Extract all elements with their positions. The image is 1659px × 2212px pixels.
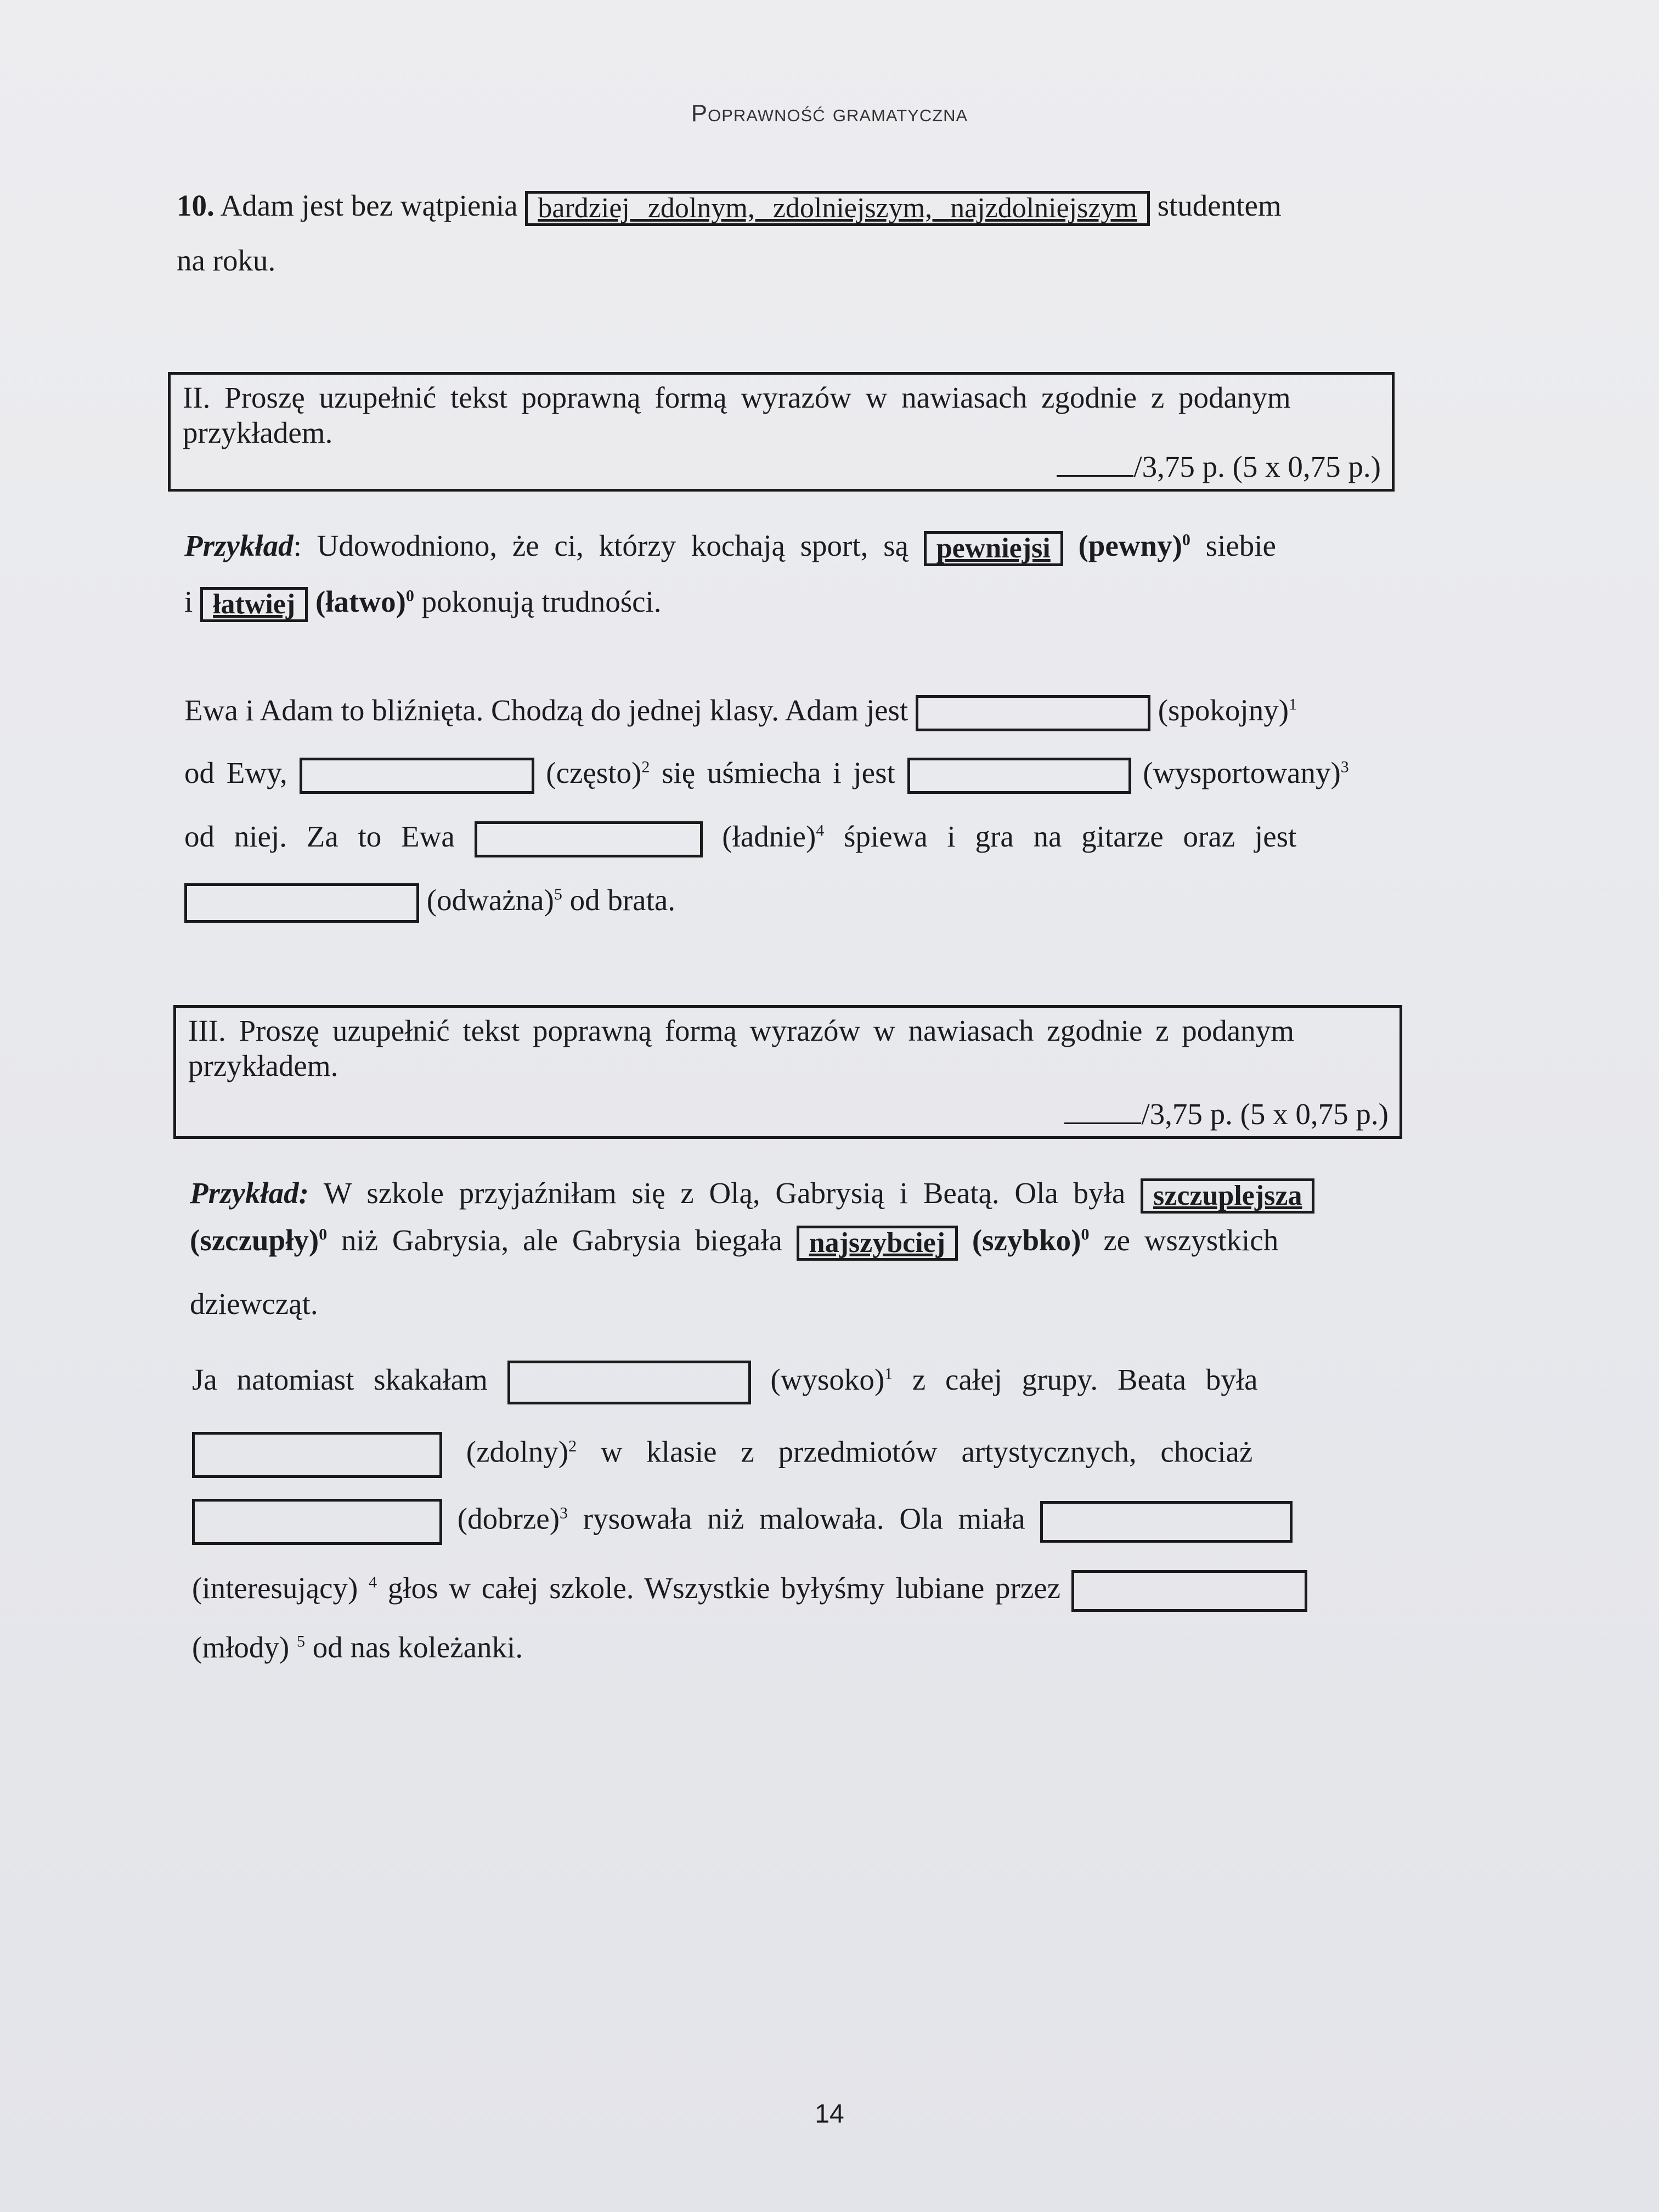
section2-points: /3,75 p. (5 x 0,75 p.): [1057, 449, 1381, 484]
section2-example-line1: Przykład: Udowodniono, że ci, którzy kochają sport, są pewniejsi (pewny)$^0$ siebie: [184, 527, 1276, 566]
section2-instruction-line1: II. Proszę uzupełnić tekst poprawną formą wyrazów w nawiasach zgodnie z podanym: [183, 381, 1291, 414]
page-header: Poprawność gramatyczna: [691, 100, 968, 127]
section3-exercise-line3: (dobrze)$^3$ rysowała niż malowała. Ola miała: [192, 1499, 1293, 1545]
section2-example-answer1: pewniejsi: [924, 531, 1063, 566]
section3-example-answer1: szczuplejsza: [1141, 1178, 1314, 1214]
section2-example-text2: siebie: [1205, 529, 1276, 562]
section3-example-line2: (szczupły)$^0$ niż Gabrysia, ale Gabrysia biegała najszybciej (szybko)$^0$ ze wszystkich: [190, 1221, 1278, 1261]
section2-answer-box-1[interactable]: [916, 695, 1150, 731]
section2-exercise-line4: (odważna)$^5$ od brata.: [184, 881, 675, 923]
q10-line2: [177, 241, 275, 280]
section3-points: /3,75 p. (5 x 0,75 p.): [1064, 1096, 1389, 1132]
section2-example-answer2: łatwiej: [200, 587, 308, 622]
section3-answer-box-4[interactable]: [1040, 1501, 1293, 1543]
section3-answer-box-1[interactable]: [507, 1361, 751, 1404]
section2-exercise-line3: od niej. Za to Ewa (ładnie)$^4$ śpiewa i gra na gitarze oraz jest: [184, 817, 1296, 857]
section2-answer-box-3[interactable]: [907, 758, 1131, 794]
section3-instruction-line1: III. Proszę uzupełnić tekst poprawną formą wyrazów w nawiasach zgodnie z podanym: [188, 1014, 1294, 1047]
section3-example-answer2: najszybciej: [797, 1226, 958, 1261]
q10-line1: [177, 187, 1282, 226]
section2-example-label: Przykład: [184, 529, 294, 562]
q10-number: 10.: [177, 189, 215, 222]
q10-text-after: studentem: [1157, 189, 1282, 222]
section2-answer-box-5[interactable]: [184, 883, 419, 923]
section3-exercise-line2: $(zdolny)^2$ w klasie z przedmiotów artystycznych, chociaż: [192, 1432, 1252, 1478]
section3-example-line3: dziewcząt.: [190, 1287, 318, 1321]
section2-exercise-line2: od Ewy, (często)$^2$ się uśmiecha i jest (wysportowany)$^3$: [184, 754, 1349, 794]
page-number: 14: [815, 2100, 844, 2129]
section3-answer-box-3[interactable]: [192, 1499, 442, 1545]
section3-instruction-box: [173, 1005, 1402, 1139]
section2-example-word1: (pewny): [1078, 529, 1182, 562]
section2-instruction-box: [168, 372, 1395, 492]
section3-exercise-line1: Ja natomiast skakałam (wysoko)$^1$ z całej grupy. Beata była: [192, 1361, 1258, 1404]
q10-text-before: Adam jest bez wątpienia: [220, 189, 518, 222]
section2-answer-box-4[interactable]: [475, 821, 703, 857]
section2-example-line2: i łatwiej (łatwo)$^0$ pokonują trudności.: [184, 583, 662, 622]
section2-exercise-line1: Ewa i Adam to bliźnięta. Chodzą do jednej klasy. Adam jest (spokojny)$^1$: [184, 691, 1297, 731]
section2-example-text1: : Udowodniono, że ci, którzy kochają sport, są: [293, 529, 909, 562]
section3-example-line1: Przykład: W szkole przyjaźniłam się z Olą, Gabrysią i Beatą. Ola była szczuplejsza: [190, 1174, 1314, 1214]
q10-line2-text: na roku.: [177, 244, 276, 277]
section3-exercise-line4: (interesujący) $^4$ głos w całej szkole. Wszystkie byłyśmy lubiane przez: [192, 1569, 1307, 1612]
q10-options-box: bardziej zdolnym, zdolniejszym, najzdolniejszym: [525, 191, 1149, 226]
section3-answer-box-5[interactable]: [1071, 1570, 1307, 1612]
section2-instruction-line2: przykładem.: [183, 416, 333, 449]
section3-answer-box-2[interactable]: [192, 1432, 442, 1478]
section3-example-label: Przykład:: [190, 1176, 309, 1210]
section3-instruction-line2: przykładem.: [188, 1049, 338, 1082]
section3-exercise-line5: (młody) $^5$ od nas koleżanki.: [192, 1630, 523, 1664]
section2-answer-box-2[interactable]: [300, 758, 534, 794]
section2-example-word2: (łatwo): [315, 585, 406, 618]
